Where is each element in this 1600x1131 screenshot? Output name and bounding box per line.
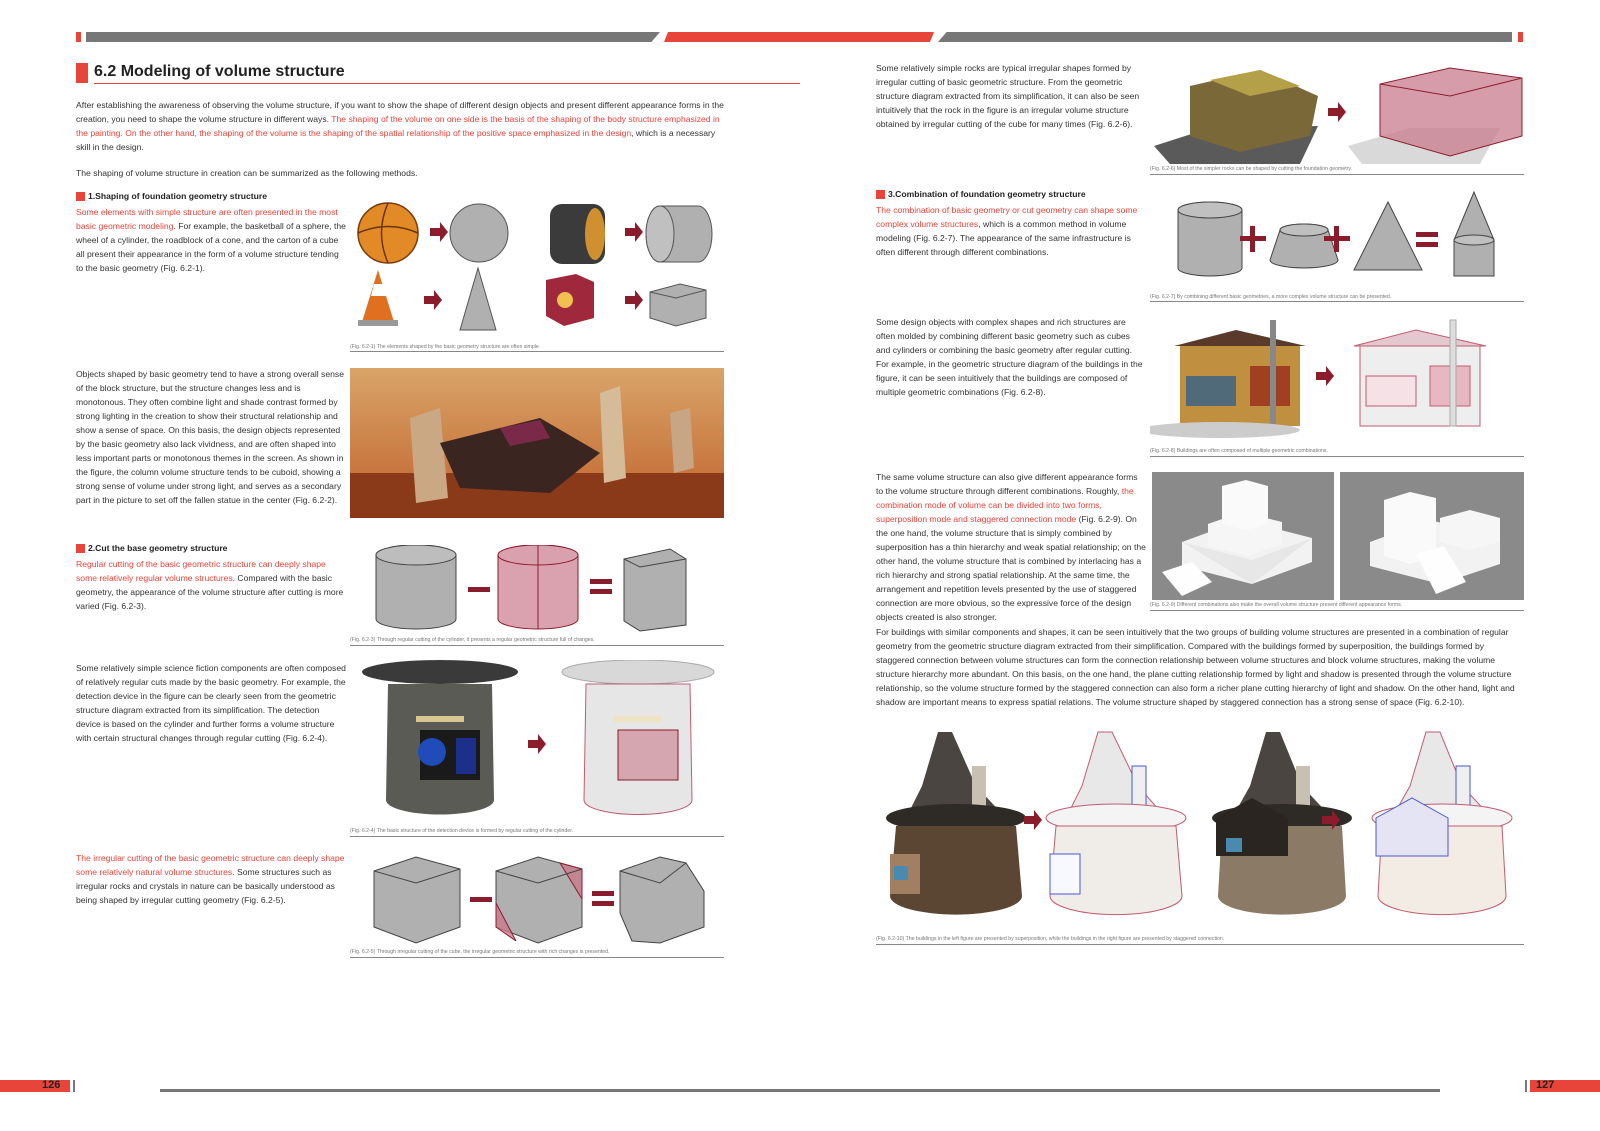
title-marker: [76, 63, 88, 83]
device-dish: [362, 660, 518, 684]
arrow-icon: [1024, 810, 1042, 830]
arrow-icon: [1328, 102, 1346, 122]
top-bar-left-tick: [76, 32, 81, 42]
caption-rule: [350, 836, 724, 837]
paragraph-2: Objects shaped by basic geometry tend to have a strong overall sense of the block structure, but the structure changes less and is monotonous. They often combine light and shade contrast formed by strong lighting in the creation to show their structural relationship and show a sense of space. On this basis, the design objects represented by the basic geometry also lack vividness, and are often shaped into less important parts or monotonous themes in the screen. As shown in the figure, the column volume structure tends to be cuboid, showing a strong sense of volume under strong light, and serves as a secondary part in the picture to set off the fallen statue in the center (Fig. 6.2-2).: [76, 369, 344, 505]
footer-tick-right: [1525, 1080, 1527, 1092]
right-paragraph-4: For buildings with similar components and shapes, it can be seen intuitively that the two groups of building volume structures are presented in a combination of regular geometry from the geometric structure diagram extracted from their simplification. Compared with the buildings formed by superposition, the buildings formed by staggered connection between volume structures can form the connection relationship between volume structures and block volume structures, making the volume structure hierarchy more abundant. On this basis, on the one hand, the plane cutting relationship formed by light and shadow is presented through the volume structure relationship, so the volume structure formed by the staggered connection can also form a richer plane cutting hierarchy of light and shadow. On the other hand, light and shadow are important means to express spatial relations. The volume structure shaped by staggered connection has a strong sense of space (Fig. 6.2-10).: [876, 627, 1515, 707]
figure-6-2-6: [1150, 66, 1524, 166]
figure-6-2-10: [876, 726, 1524, 926]
page-number-right: 127: [1536, 1079, 1555, 1091]
caption-6-2-9: (Fig. 6.2-9) Different combinations also make the overall volume structure present different appearance forms.: [1150, 602, 1403, 608]
caption-rule: [1150, 610, 1524, 611]
equals-icon: [590, 579, 612, 584]
paragraph-4: The irregular cutting of the basic geometric structure can deeply shape some relatively natural volume structures. Some structures such as irregular rocks and crystals in nature can be basically understood as being shaped by irregular cutting geometry (Fig. 6.2-5).: [76, 853, 345, 905]
equals-icon: [592, 891, 614, 896]
top-bar-right-tick: [1518, 32, 1523, 42]
heading-marker: [76, 192, 85, 201]
arrow-icon: [1316, 366, 1334, 386]
figure-6-2-9-superposition-shapes: [1152, 472, 1334, 600]
basketball-image: [358, 203, 418, 263]
top-bar-right: [938, 32, 1512, 42]
equals-icon: [1416, 232, 1438, 237]
figure-6-2-3: [370, 545, 724, 635]
caption-6-2-6: (Fig. 6.2-6) Most of the simpler rocks can be shaped by cutting the foundation geometry.: [1150, 166, 1353, 172]
section-1-text: Some elements with simple structure are often presented in the most basic geometric modeling. For example, the basketball of a sphere, the wheel of a cylinder, the roadblock of a cone, and the carton of a cube all present their appearance in the form of a volume structure tending to the basic geometry (Fig. 6.2-1).: [76, 207, 346, 273]
caption-rule: [1150, 301, 1524, 302]
section-3-text: The combination of basic geometry or cut geometry can shape some complex volume structures, which is a common method in volume modeling (Fig. 6.2-7). The appearance of the same infrastructure is often different through different combinations.: [876, 205, 1138, 257]
summary-paragraph: The shaping of volume structure in creation can be summarized as the following methods.: [76, 168, 418, 178]
result-geometry: [624, 549, 686, 631]
caption-6-2-10: (Fig. 6.2-10) The buildings in the left figure are presented by superposition, while the buildings in the right figure are presented by staggered connection.: [876, 936, 1225, 942]
caption-6-2-8: (Fig. 6.2-8) Buildings are often composed of multiple geometric combinations.: [1150, 448, 1328, 454]
arrow-icon: [625, 290, 643, 310]
caption-rule: [1150, 456, 1524, 457]
page-number-left: 126: [42, 1079, 61, 1091]
section-title-block: [76, 63, 724, 85]
cone-geometry: [460, 268, 496, 330]
arrow-icon: [528, 734, 546, 754]
combined-geometry: [1454, 192, 1494, 276]
device-structure-dish: [562, 660, 714, 684]
caption-6-2-1: (Fig. 6.2-1) The elements shaped by the basic geometry structure are often simple.: [350, 344, 541, 350]
cone-geometry: [1354, 202, 1422, 270]
footer-tick-left: [73, 1080, 75, 1092]
figure-6-2-9-staggered-shapes: [1340, 472, 1524, 600]
caption-6-2-7: (Fig. 6.2-7) By combining different basic geometries, a more complex volume structure can be presented.: [1150, 294, 1392, 300]
column: [670, 408, 694, 473]
right-paragraph-3: The same volume structure can also give different appearance forms to the volume structure through different combinations. Roughly, the combination mode of volume can be divided into two forms, superposition mode and staggered connection mode (Fig. 6.2-9). On the one hand, the volume structure that is simply combined by superposition has a thin hierarchy and weak spatial relationship; on the other hand, the volume structure that is combined by interlacing has a rich hierarchy and strong spatial relationship. At the same time, the arrangement and repetition levels presented by the use of staggered connection are more obvious, so the expressive force of the design objects created is also stronger.: [876, 472, 1146, 622]
figure-6-2-5: [370, 853, 724, 947]
page-title: 6.2 Modeling of volume structure: [94, 63, 345, 80]
arrow-icon: [625, 222, 643, 242]
cube-geometry: [650, 284, 706, 326]
paragraph-3: Some relatively simple science fiction components are often composed of relatively regular cuts made by the basic geometry. For example, the detection device in the figure can be clearly seen from the geometric structure diagram extracted from its simplification. The detection device is based on the cylinder and further forms a volume structure with certain structural changes through regular cutting (Fig. 6.2-4).: [76, 663, 346, 743]
arrow-icon: [424, 290, 442, 310]
sphere-geometry: [450, 204, 508, 262]
arrow-icon: [430, 222, 448, 242]
top-bar-center: [664, 32, 934, 42]
section-heading-3: 3.Combination of foundation geometry structure: [876, 189, 1086, 199]
cube-geometry: [374, 857, 460, 943]
title-underline: [94, 83, 800, 84]
figure-6-2-7: [1170, 190, 1524, 282]
heading-marker: [876, 190, 885, 199]
caption-rule: [1150, 174, 1524, 175]
top-bar-left: [86, 32, 660, 42]
caption-6-2-5: (Fig. 6.2-5) Through irregular cutting of the cube, the irregular geometric structure with rich changes is presented.: [350, 949, 610, 955]
footer-rule: [160, 1089, 1440, 1092]
section-heading-1: 1.Shaping of foundation geometry structure: [76, 191, 267, 201]
minus-icon: [468, 587, 490, 592]
figure-6-2-2-painting: [350, 368, 724, 518]
figure-6-2-8: [1150, 316, 1524, 446]
section-heading-2: 2.Cut the base geometry structure: [76, 543, 227, 553]
result-geometry: [620, 857, 704, 943]
right-paragraph-1: Some relatively simple rocks are typical irregular shapes formed by irregular cutting of basic geometric structure. From the geometric structure diagram extracted from its simplification, it can also be seen intuitively that the rock in the figure is an irregular volume structure obtained by irregular cutting of the cube for many times (Fig. 6.2-6).: [876, 63, 1140, 129]
minus-icon: [470, 897, 492, 902]
intro-paragraph: After establishing the awareness of observing the volume structure, if you want to show the shape of different design objects and present different appearance forms in the creation, you need to shape the volume structure in different ways. The shaping of the volume on one side is the basis of the shaping of the body structure emphasized in the painting. On the other hand, the shaping of the volume is the shaping of the spatial relationship of the positive space emphasized in the design, which is a necessary skill in the design.: [76, 100, 724, 152]
caption-rule: [350, 351, 724, 352]
caption-rule: [350, 957, 724, 958]
heading-marker: [76, 544, 85, 553]
right-paragraph-2: Some design objects with complex shapes and rich structures are often molded by combining different basic geometry such as cubes and cylinders or combining the basic geometry after regular cutting. For example, in the geometric structure diagram of the buildings in the figure, it can be seen intuitively that the buildings are composed of multiple geometric combinations (Fig. 6.2-8).: [876, 317, 1143, 397]
caption-6-2-3: (Fig. 6.2-3) Through regular cutting of the cylinder, it presents a regular geometric structure full of changes.: [350, 637, 595, 643]
caption-rule: [876, 944, 1524, 945]
caption-rule: [350, 645, 724, 646]
caption-6-2-4: (Fig. 6.2-4) The basic structure of the detection device is formed by regular cutting of the cylinder.: [350, 828, 574, 834]
figure-6-2-1: [350, 200, 724, 344]
section-2-text: Regular cutting of the basic geometric structure can deeply shape some relatively regular volume structures. Compared with the basic geometry, the appearance of the volume structure after cutting is more varied (Fig. 6.2-3).: [76, 559, 344, 611]
figure-6-2-4: [360, 660, 724, 828]
